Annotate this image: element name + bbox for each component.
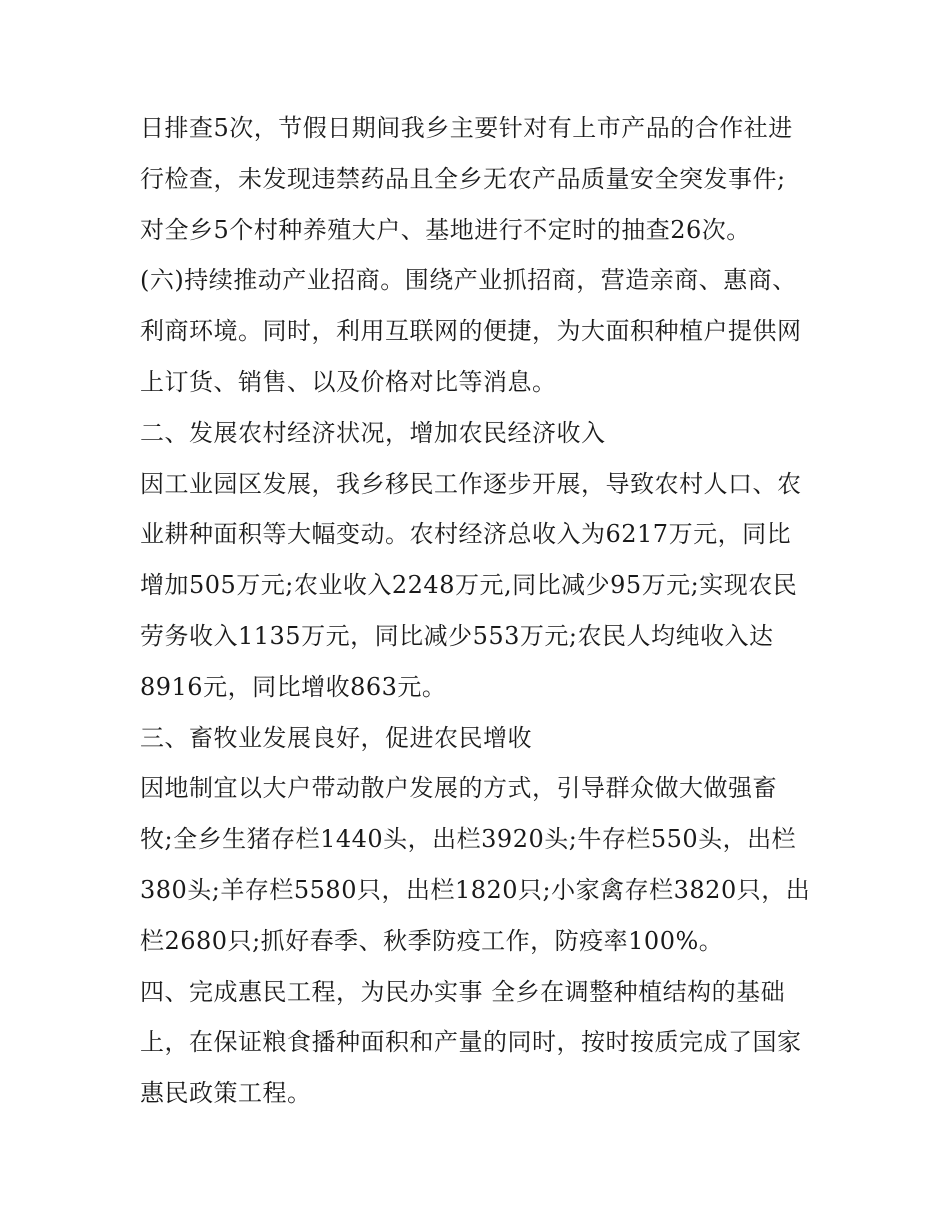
text-line: 日排查5次，节假日期间我乡主要针对有上市产品的合作社进 — [140, 114, 793, 142]
text-line: 劳务收入1135万元，同比减少553万元;农民人均纯收入达 — [140, 621, 774, 650]
text-line: 上，在保证粮食播种面积和产量的同时，按时按质完成了国家 — [140, 1028, 802, 1057]
text-line: 上订货、销售、以及价格对比等消息。 — [140, 367, 557, 396]
text-line: 利商环境。同时，利用互联网的便捷，为大面积种植户提供网 — [140, 317, 802, 346]
section-heading-4: 四、完成惠民工程，为民办实事 全乡在调整种植结构的基础 — [140, 977, 786, 1006]
text-line: 8916元，同比增收863元。 — [140, 672, 447, 701]
text-line: 牧;全乡生猪存栏1440头，出栏3920头;牛存栏550头，出栏 — [140, 825, 797, 854]
text-line: 栏2680只;抓好春季、秋季防疫工作，防疫率100%。 — [140, 926, 724, 955]
text-line: 因地制宜以大户带动散户发展的方式，引导群众做大做强畜 — [140, 774, 777, 803]
text-line: 增加505万元;农业收入2248万元,同比减少95万元;实现农民 — [140, 571, 798, 600]
text-line: 惠民政策工程。 — [140, 1079, 312, 1108]
section-heading-6: (六)持续推动产业招商。围绕产业抓招商，营造亲商、惠商、 — [140, 266, 797, 295]
section-heading-3: 三、畜牧业发展良好，促进农民增收 — [140, 723, 532, 752]
text-line: 行检查，未发现违禁药品且全乡无农产品质量安全突发事件; — [140, 164, 786, 193]
section-heading-2: 二、发展农村经济状况，增加农民经济收入 — [140, 418, 606, 447]
text-line: 业耕种面积等大幅变动。农村经济总收入为6217万元，同比 — [140, 520, 792, 549]
text-line: 对全乡5个村种养殖大户、基地进行不定时的抽查26次。 — [140, 215, 751, 244]
document-page — [140, 103, 830, 1119]
text-line: 380头;羊存栏5580只，出栏1820只;小家禽存栏3820只，出 — [140, 875, 811, 904]
text-line: 因工业园区发展，我乡移民工作逐步开展，导致农村人口、农 — [140, 469, 802, 498]
